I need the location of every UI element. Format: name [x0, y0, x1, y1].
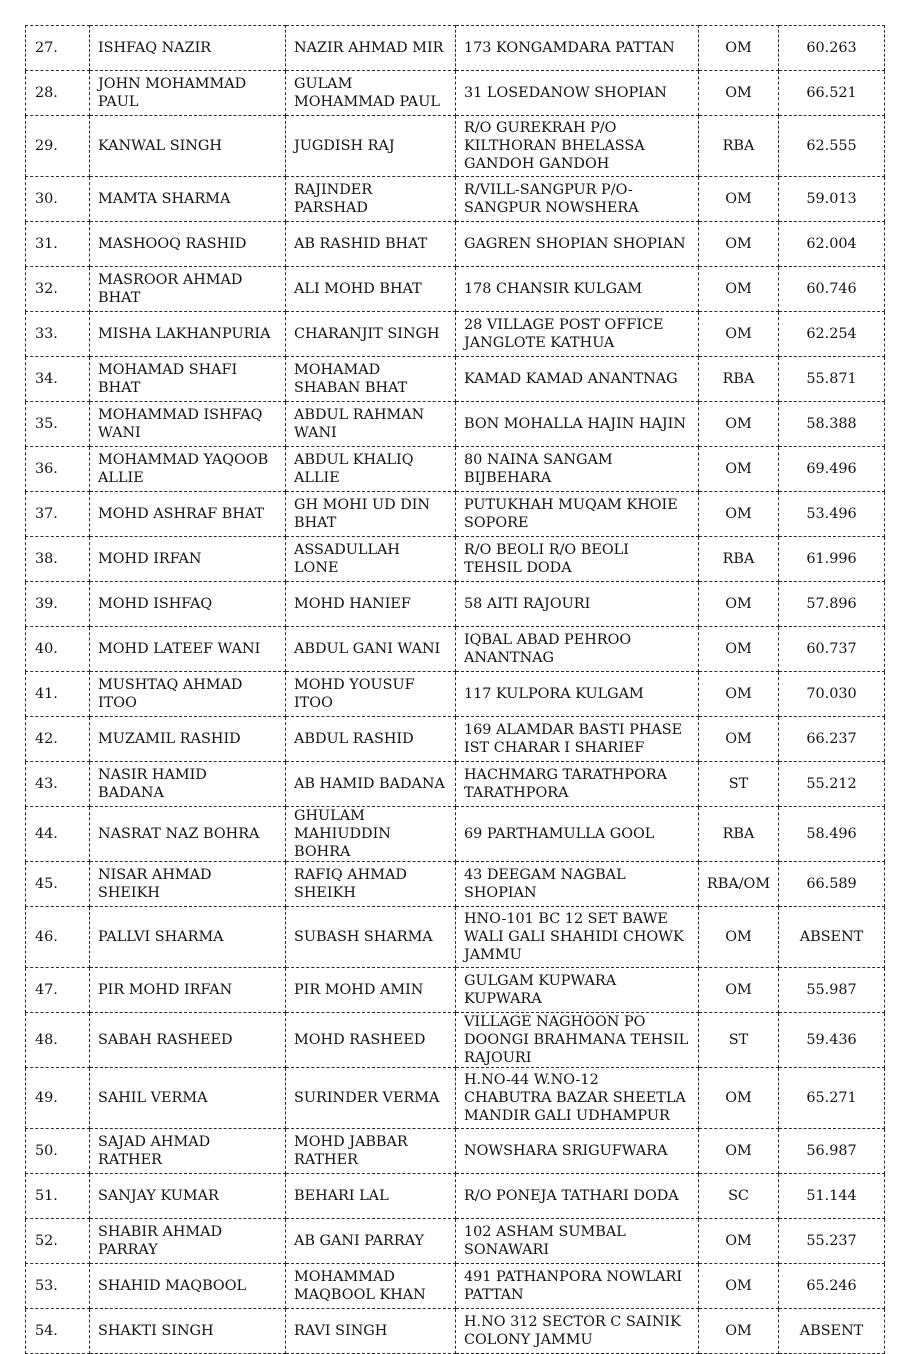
table-row — [26, 1309, 885, 1354]
serial-number-cell: 46. — [26, 907, 90, 968]
address-cell: R/O BEOLI R/O BEOLI TEHSIL DODA — [456, 537, 699, 582]
score-cell: 65.246 — [779, 1264, 885, 1309]
category-cell: OM — [699, 717, 779, 762]
category-cell: OM — [699, 1309, 779, 1354]
serial-number-cell: 41. — [26, 672, 90, 717]
serial-number-cell: 29. — [26, 116, 90, 177]
address-cell: 80 NAINA SANGAM BIJBEHARA — [456, 447, 699, 492]
candidate-name-cell: ISHFAQ NAZIR — [90, 26, 286, 71]
serial-number-cell: 42. — [26, 717, 90, 762]
parentage-cell: ALI MOHD BHAT — [286, 267, 456, 312]
category-cell: OM — [699, 1068, 779, 1129]
parentage-cell: AB HAMID BADANA — [286, 762, 456, 807]
parentage-cell: ABDUL RAHMAN WANI — [286, 402, 456, 447]
serial-number-cell: 39. — [26, 582, 90, 627]
category-cell: OM — [699, 447, 779, 492]
address-cell: HACHMARG TARATHPORA TARATHPORA — [456, 762, 699, 807]
score-cell: 70.030 — [779, 672, 885, 717]
category-cell: RBA — [699, 537, 779, 582]
category-cell: OM — [699, 71, 779, 116]
category-cell: OM — [699, 267, 779, 312]
table-row — [26, 582, 885, 627]
score-cell: 55.237 — [779, 1219, 885, 1264]
address-cell: 491 PATHANPORA NOWLARI PATTAN — [456, 1264, 699, 1309]
parentage-cell: ABDUL GANI WANI — [286, 627, 456, 672]
address-cell: 169 ALAMDAR BASTI PHASE IST CHARAR I SHARIEF — [456, 717, 699, 762]
parentage-cell: RAJINDER PARSHAD — [286, 177, 456, 222]
candidate-name-cell: NISAR AHMAD SHEIKH — [90, 862, 286, 907]
address-cell: 117 KULPORA KULGAM — [456, 672, 699, 717]
candidate-name-cell: SHAHID MAQBOOL — [90, 1264, 286, 1309]
category-cell: OM — [699, 492, 779, 537]
address-cell: H.NO 312 SECTOR C SAINIK COLONY JAMMU — [456, 1309, 699, 1354]
address-cell: PUTUKHAH MUQAM KHOIE SOPORE — [456, 492, 699, 537]
score-cell: 61.996 — [779, 537, 885, 582]
address-cell: H.NO-44 W.NO-12 CHABUTRA BAZAR SHEETLA MANDIR GALI UDHAMPUR — [456, 1068, 699, 1129]
address-cell: 178 CHANSIR KULGAM — [456, 267, 699, 312]
table-row — [26, 71, 885, 116]
category-cell: OM — [699, 26, 779, 71]
score-cell: 66.237 — [779, 717, 885, 762]
category-cell: OM — [699, 672, 779, 717]
serial-number-cell: 34. — [26, 357, 90, 402]
candidate-name-cell: JOHN MOHAMMAD PAUL — [90, 71, 286, 116]
score-cell: 59.436 — [779, 1013, 885, 1068]
score-cell: 55.212 — [779, 762, 885, 807]
score-cell: 69.496 — [779, 447, 885, 492]
candidate-name-cell: MASHOOQ RASHID — [90, 222, 286, 267]
table-row — [26, 537, 885, 582]
table-row — [26, 492, 885, 537]
parentage-cell: AB GANI PARRAY — [286, 1219, 456, 1264]
table-row — [26, 1174, 885, 1219]
table-row — [26, 1068, 885, 1129]
serial-number-cell: 54. — [26, 1309, 90, 1354]
document-page — [25, 25, 884, 1354]
candidate-name-cell: SHAKTI SINGH — [90, 1309, 286, 1354]
score-cell: 62.555 — [779, 116, 885, 177]
candidate-name-cell: SANJAY KUMAR — [90, 1174, 286, 1219]
address-cell: KAMAD KAMAD ANANTNAG — [456, 357, 699, 402]
serial-number-cell: 32. — [26, 267, 90, 312]
parentage-cell: SURINDER VERMA — [286, 1068, 456, 1129]
address-cell: NOWSHARA SRIGUFWARA — [456, 1129, 699, 1174]
score-cell: ABSENT — [779, 1309, 885, 1354]
parentage-cell: MOHAMMAD MAQBOOL KHAN — [286, 1264, 456, 1309]
address-cell: 58 AITI RAJOURI — [456, 582, 699, 627]
address-cell: IQBAL ABAD PEHROO ANANTNAG — [456, 627, 699, 672]
category-cell: OM — [699, 222, 779, 267]
category-cell: ST — [699, 1013, 779, 1068]
parentage-cell: ASSADULLAH LONE — [286, 537, 456, 582]
address-cell: 69 PARTHAMULLA GOOL — [456, 807, 699, 862]
score-cell: 60.737 — [779, 627, 885, 672]
serial-number-cell: 48. — [26, 1013, 90, 1068]
score-cell: 55.987 — [779, 968, 885, 1013]
parentage-cell: RAFIQ AHMAD SHEIKH — [286, 862, 456, 907]
table-row — [26, 907, 885, 968]
table-row — [26, 267, 885, 312]
candidate-table-body — [26, 26, 885, 1354]
table-row — [26, 1013, 885, 1068]
parentage-cell: GHULAM MAHIUDDIN BOHRA — [286, 807, 456, 862]
serial-number-cell: 35. — [26, 402, 90, 447]
candidate-name-cell: MOHD IRFAN — [90, 537, 286, 582]
serial-number-cell: 44. — [26, 807, 90, 862]
candidate-name-cell: KANWAL SINGH — [90, 116, 286, 177]
address-cell: 173 KONGAMDARA PATTAN — [456, 26, 699, 71]
candidate-name-cell: MUSHTAQ AHMAD ITOO — [90, 672, 286, 717]
candidate-name-cell: NASIR HAMID BADANA — [90, 762, 286, 807]
category-cell: RBA/OM — [699, 862, 779, 907]
serial-number-cell: 31. — [26, 222, 90, 267]
score-cell: 55.871 — [779, 357, 885, 402]
serial-number-cell: 36. — [26, 447, 90, 492]
parentage-cell: RAVI SINGH — [286, 1309, 456, 1354]
table-row — [26, 357, 885, 402]
score-cell: 51.144 — [779, 1174, 885, 1219]
parentage-cell: ABDUL KHALIQ ALLIE — [286, 447, 456, 492]
candidate-name-cell: MOHAMMAD ISHFAQ WANI — [90, 402, 286, 447]
serial-number-cell: 45. — [26, 862, 90, 907]
category-cell: OM — [699, 1219, 779, 1264]
category-cell: OM — [699, 582, 779, 627]
address-cell: GAGREN SHOPIAN SHOPIAN — [456, 222, 699, 267]
category-cell: OM — [699, 402, 779, 447]
address-cell: 28 VILLAGE POST OFFICE JANGLOTE KATHUA — [456, 312, 699, 357]
address-cell: 31 LOSEDANOW SHOPIAN — [456, 71, 699, 116]
table-row — [26, 807, 885, 862]
candidate-name-cell: PIR MOHD IRFAN — [90, 968, 286, 1013]
table-row — [26, 762, 885, 807]
table-row — [26, 116, 885, 177]
category-cell: OM — [699, 312, 779, 357]
parentage-cell: GULAM MOHAMMAD PAUL — [286, 71, 456, 116]
table-row — [26, 968, 885, 1013]
parentage-cell: MOHAMAD SHABAN BHAT — [286, 357, 456, 402]
candidate-name-cell: MAMTA SHARMA — [90, 177, 286, 222]
parentage-cell: MOHD YOUSUF ITOO — [286, 672, 456, 717]
candidate-name-cell: SAHIL VERMA — [90, 1068, 286, 1129]
candidate-name-cell: PALLVI SHARMA — [90, 907, 286, 968]
parentage-cell: JUGDISH RAJ — [286, 116, 456, 177]
category-cell: OM — [699, 627, 779, 672]
candidate-name-cell: MOHD LATEEF WANI — [90, 627, 286, 672]
address-cell: BON MOHALLA HAJIN HAJIN — [456, 402, 699, 447]
score-cell: 65.271 — [779, 1068, 885, 1129]
candidate-name-cell: NASRAT NAZ BOHRA — [90, 807, 286, 862]
parentage-cell: ABDUL RASHID — [286, 717, 456, 762]
serial-number-cell: 33. — [26, 312, 90, 357]
serial-number-cell: 38. — [26, 537, 90, 582]
category-cell: OM — [699, 968, 779, 1013]
serial-number-cell: 37. — [26, 492, 90, 537]
serial-number-cell: 27. — [26, 26, 90, 71]
candidate-name-cell: SAJAD AHMAD RATHER — [90, 1129, 286, 1174]
candidate-name-cell: MASROOR AHMAD BHAT — [90, 267, 286, 312]
parentage-cell: AB RASHID BHAT — [286, 222, 456, 267]
category-cell: OM — [699, 1129, 779, 1174]
table-row — [26, 222, 885, 267]
address-cell: R/O GUREKRAH P/O KILTHORAN BHELASSA GANDOH GANDOH — [456, 116, 699, 177]
serial-number-cell: 50. — [26, 1129, 90, 1174]
parentage-cell: CHARANJIT SINGH — [286, 312, 456, 357]
parentage-cell: MOHD JABBAR RATHER — [286, 1129, 456, 1174]
category-cell: OM — [699, 907, 779, 968]
score-cell: 58.388 — [779, 402, 885, 447]
serial-number-cell: 53. — [26, 1264, 90, 1309]
category-cell: SC — [699, 1174, 779, 1219]
parentage-cell: NAZIR AHMAD MIR — [286, 26, 456, 71]
parentage-cell: MOHD HANIEF — [286, 582, 456, 627]
score-cell: 62.004 — [779, 222, 885, 267]
table-row — [26, 447, 885, 492]
serial-number-cell: 52. — [26, 1219, 90, 1264]
category-cell: OM — [699, 1264, 779, 1309]
address-cell: VILLAGE NAGHOON PO DOONGI BRAHMANA TEHSIL RAJOURI — [456, 1013, 699, 1068]
score-cell: 56.987 — [779, 1129, 885, 1174]
candidate-name-cell: MISHA LAKHANPURIA — [90, 312, 286, 357]
candidate-name-cell: MOHAMAD SHAFI BHAT — [90, 357, 286, 402]
category-cell: RBA — [699, 807, 779, 862]
score-cell: 62.254 — [779, 312, 885, 357]
candidate-table — [25, 25, 885, 1354]
address-cell: R/VILL-SANGPUR P/O-SANGPUR NOWSHERA — [456, 177, 699, 222]
address-cell: R/O PONEJA TATHARI DODA — [456, 1174, 699, 1219]
serial-number-cell: 30. — [26, 177, 90, 222]
parentage-cell: MOHD RASHEED — [286, 1013, 456, 1068]
category-cell: RBA — [699, 357, 779, 402]
table-row — [26, 627, 885, 672]
score-cell: 58.496 — [779, 807, 885, 862]
address-cell: 43 DEEGAM NAGBAL SHOPIAN — [456, 862, 699, 907]
score-cell: ABSENT — [779, 907, 885, 968]
category-cell: OM — [699, 177, 779, 222]
candidate-name-cell: MOHAMMAD YAQOOB ALLIE — [90, 447, 286, 492]
score-cell: 60.746 — [779, 267, 885, 312]
address-cell: 102 ASHAM SUMBAL SONAWARI — [456, 1219, 699, 1264]
serial-number-cell: 43. — [26, 762, 90, 807]
candidate-name-cell: SHABIR AHMAD PARRAY — [90, 1219, 286, 1264]
score-cell: 60.263 — [779, 26, 885, 71]
score-cell: 53.496 — [779, 492, 885, 537]
table-row — [26, 177, 885, 222]
address-cell: GULGAM KUPWARA KUPWARA — [456, 968, 699, 1013]
table-row — [26, 312, 885, 357]
table-row — [26, 1219, 885, 1264]
serial-number-cell: 28. — [26, 71, 90, 116]
table-row — [26, 26, 885, 71]
serial-number-cell: 47. — [26, 968, 90, 1013]
score-cell: 66.589 — [779, 862, 885, 907]
score-cell: 59.013 — [779, 177, 885, 222]
parentage-cell: SUBASH SHARMA — [286, 907, 456, 968]
candidate-name-cell: MOHD ASHRAF BHAT — [90, 492, 286, 537]
candidate-name-cell: MUZAMIL RASHID — [90, 717, 286, 762]
score-cell: 66.521 — [779, 71, 885, 116]
serial-number-cell: 51. — [26, 1174, 90, 1219]
table-row — [26, 1129, 885, 1174]
table-row — [26, 402, 885, 447]
serial-number-cell: 49. — [26, 1068, 90, 1129]
address-cell: HNO-101 BC 12 SET BAWE WALI GALI SHAHIDI CHOWK JAMMU — [456, 907, 699, 968]
table-row — [26, 1264, 885, 1309]
table-row — [26, 862, 885, 907]
candidate-name-cell: MOHD ISHFAQ — [90, 582, 286, 627]
parentage-cell: BEHARI LAL — [286, 1174, 456, 1219]
candidate-name-cell: SABAH RASHEED — [90, 1013, 286, 1068]
category-cell: ST — [699, 762, 779, 807]
parentage-cell: PIR MOHD AMIN — [286, 968, 456, 1013]
score-cell: 57.896 — [779, 582, 885, 627]
parentage-cell: GH MOHI UD DIN BHAT — [286, 492, 456, 537]
category-cell: RBA — [699, 116, 779, 177]
table-row — [26, 717, 885, 762]
table-row — [26, 672, 885, 717]
serial-number-cell: 40. — [26, 627, 90, 672]
